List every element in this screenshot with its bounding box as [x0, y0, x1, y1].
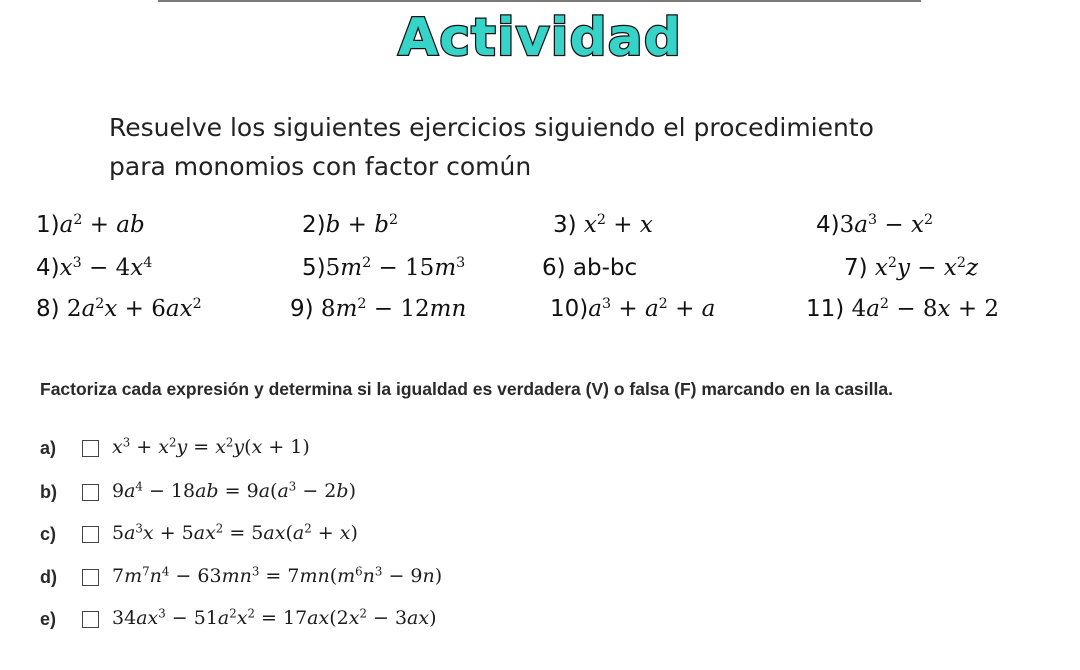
exercise-6-text: ab-bc	[572, 255, 638, 281]
checkbox[interactable]	[82, 526, 99, 543]
exercise-10: $10)a^3 + a^2 + a$	[550, 296, 716, 322]
tf-label: d)	[40, 567, 57, 587]
exercise-label: 2)	[302, 212, 326, 238]
equation: $x^3 + x^2y = x^2y(x + 1)$	[112, 435, 310, 458]
exercise-3: 3) $x^2 + x$	[553, 212, 653, 238]
tf-label: c)	[40, 524, 57, 544]
equation: $5a^3x + 5ax^2 = 5ax(a^2 + x)$	[112, 521, 358, 544]
tf-label: b)	[40, 482, 57, 502]
exercise-7: 7) $x^2y - x^2z$	[844, 255, 979, 281]
exercise-label: 3)	[553, 212, 577, 238]
exercise-6	[542, 255, 637, 281]
exercise-9: 9) $8m^2 - 12mn$	[290, 296, 467, 322]
exercise-5: $5)5m^2 - 15m^3$	[302, 255, 466, 281]
exercise-label: 5)	[302, 255, 326, 281]
equation: $34ax^3 - 51a^2x^2 = 17ax(2x^2 - 3ax)$	[112, 606, 437, 629]
checkbox[interactable]	[82, 569, 99, 586]
exercise-label: 7)	[844, 255, 868, 281]
exercise-1: $1)a^2$ + ab	[36, 212, 145, 238]
page-title: Actividad	[397, 8, 682, 68]
exercise-4b: $4)x^3 - 4x^4$	[36, 255, 153, 281]
exercise-label: 10)	[550, 296, 589, 322]
exercise-label: 11)	[806, 296, 845, 322]
exercise-11: 11) $4a^2 - 8x + 2$	[806, 296, 1000, 322]
checkbox[interactable]	[82, 440, 99, 457]
equation: $7m^7n^4 - 63mn^3 = 7mn(m^6n^3 - 9n)$	[112, 564, 443, 587]
instructions-line-2: para monomios con factor común	[109, 152, 532, 181]
exercise-8: 8) $2a^2x + 6ax^2$	[36, 296, 202, 322]
exercise-label: 9)	[290, 296, 314, 322]
exercise-label: 4)	[816, 212, 840, 238]
top-divider	[158, 0, 921, 2]
instructions	[109, 108, 989, 186]
exercise-label: 1)	[36, 212, 60, 238]
exercise-label: 6)	[542, 255, 566, 281]
tf-label: a)	[40, 438, 57, 458]
equation: $9a^4 - 18ab = 9a(a^3 - 2b)$	[112, 479, 356, 502]
exercise-2: $2)b + b^2$	[302, 212, 399, 238]
tf-label: e)	[40, 609, 57, 629]
exercise-4: $4)3a^3 - x^2$	[816, 212, 934, 238]
checkbox[interactable]	[82, 484, 99, 501]
exercise-label: 4)	[36, 255, 60, 281]
instructions-line-1: Resuelve los siguientes ejercicios siguiendo el procedimiento	[109, 113, 874, 142]
factorize-instruction: Factoriza cada expresión y determina si la igualdad es verdadera (V) o falsa (F) marcando en la casilla.	[40, 379, 893, 399]
exercise-label: 8)	[36, 296, 60, 322]
checkbox[interactable]	[82, 611, 99, 628]
